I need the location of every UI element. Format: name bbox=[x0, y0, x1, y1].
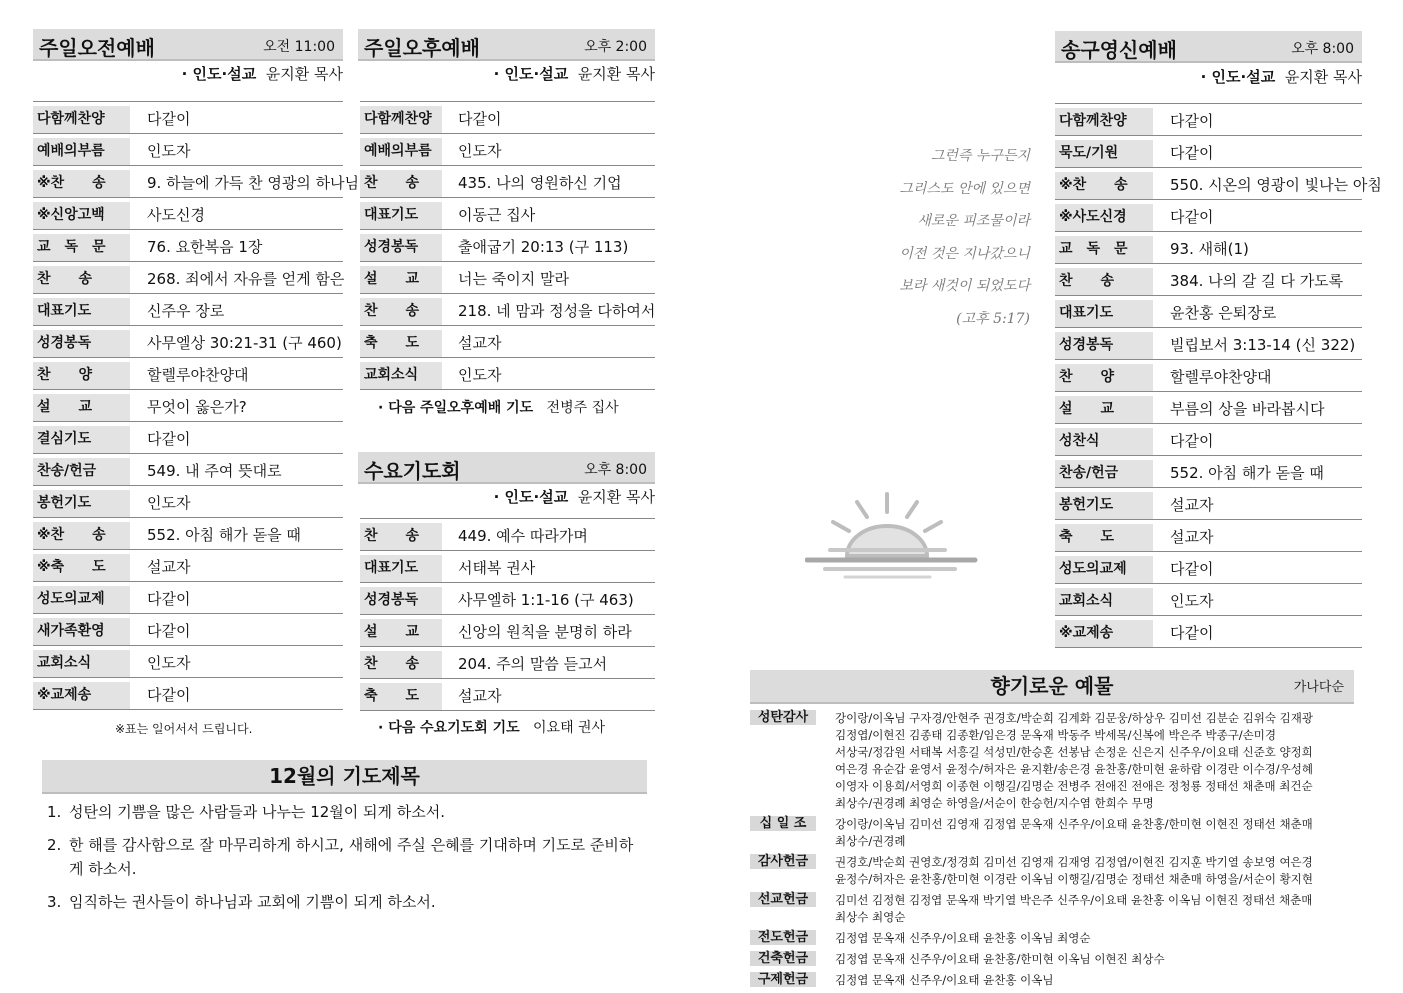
next-prayer-label: · 다음 주일오후예배 기도 bbox=[378, 400, 534, 416]
offering-names-line: 김정엽 문옥재 신주우/이요태 윤찬홍 이옥님 bbox=[835, 973, 1054, 987]
order-value: 268. 죄에서 자유를 얻게 함은 bbox=[147, 270, 345, 288]
order-label: 새가족환영 bbox=[33, 618, 130, 645]
order-row bbox=[33, 422, 343, 454]
order-value: 빌립보서 3:13-14 (신 322) bbox=[1170, 336, 1356, 354]
order-row bbox=[360, 647, 655, 679]
morning-title: 주일오전예배 bbox=[39, 36, 155, 60]
order-label: 찬송/헌금 bbox=[1055, 460, 1153, 487]
order-row bbox=[360, 326, 655, 358]
verse-line: 새로운 피조물이라 bbox=[917, 213, 1030, 229]
offering-names-line: 김미선 김정현 김정엽 문옥재 박기열 박은주 신주우/이요태 윤찬홍 이옥님 이현진 정태선 채춘매 bbox=[835, 893, 1313, 907]
order-row bbox=[360, 166, 655, 198]
offering-names-line: 최상수/권경례 bbox=[835, 834, 906, 848]
order-label: 찬 송 bbox=[360, 523, 442, 550]
order-value: 다같이 bbox=[1170, 208, 1214, 226]
order-label: 설 교 bbox=[360, 619, 442, 646]
order-label: 찬 송 bbox=[33, 266, 130, 293]
next-prayer-label: · 다음 수요기도회 기도 bbox=[378, 720, 520, 736]
order-value: 신주우 장로 bbox=[147, 302, 225, 320]
next-prayer-name: 전병주 집사 bbox=[546, 400, 619, 416]
morning-order bbox=[33, 101, 360, 710]
offering-group bbox=[750, 892, 1360, 926]
order-label: 봉헌기도 bbox=[33, 490, 130, 517]
order-value: 할렐루야찬양대 bbox=[1170, 368, 1272, 386]
order-value: 인도자 bbox=[147, 142, 191, 160]
order-value: 인도자 bbox=[458, 366, 502, 384]
order-label: ※찬 송 bbox=[33, 170, 130, 197]
prayer-item bbox=[47, 800, 642, 824]
order-row bbox=[1055, 456, 1362, 488]
order-value: 다같이 bbox=[1170, 432, 1214, 450]
offering-names-line: 강이랑/이옥님 김미선 김영재 김정엽 문옥재 신주우/이요태 윤찬홍/한미현 이현진 정태선 채춘매 bbox=[835, 817, 1313, 831]
offering-names bbox=[835, 972, 1360, 989]
order-value: 435. 나의 영원하신 기업 bbox=[458, 174, 622, 192]
order-row bbox=[1055, 232, 1362, 264]
verse-line: (고후 5:17) bbox=[956, 310, 1030, 327]
order-label: 대표기도 bbox=[1055, 300, 1153, 327]
order-value: 449. 예수 따라가며 bbox=[458, 527, 588, 545]
order-value: 설교자 bbox=[1170, 496, 1214, 514]
order-label: 대표기도 bbox=[33, 298, 130, 325]
order-row bbox=[1055, 552, 1362, 584]
order-value: 할렐루야찬양대 bbox=[147, 366, 249, 384]
order-label: 다함께찬양 bbox=[1055, 108, 1153, 135]
order-label: 설 교 bbox=[33, 394, 130, 421]
sunrise-icon bbox=[805, 490, 985, 590]
order-row bbox=[1055, 360, 1362, 392]
order-value: 552. 아침 해가 돋을 때 bbox=[1170, 464, 1324, 482]
order-label: 찬 송 bbox=[360, 651, 442, 678]
order-row bbox=[1055, 168, 1382, 200]
order-label: ※교제송 bbox=[33, 682, 130, 709]
prayer-list bbox=[47, 800, 642, 923]
offering-names-line: 김정엽/이현진 김종태 김종환/임은경 문옥재 박동주 박세목/신복에 박은주 박종구/손미경 bbox=[835, 728, 1277, 742]
offering-names-line: 강이랑/이옥님 구자경/안현주 권경호/박순희 김계화 김문웅/하상우 김미선 김분순 김위숙 김재광 bbox=[835, 711, 1313, 725]
order-label: 설 교 bbox=[1055, 396, 1153, 423]
order-value: 서태복 권사 bbox=[458, 559, 536, 577]
prayer-title: 12월의 기도제목 bbox=[42, 760, 647, 794]
order-row bbox=[1055, 328, 1362, 360]
order-row bbox=[360, 551, 655, 583]
order-row bbox=[33, 550, 343, 582]
order-row bbox=[33, 390, 343, 422]
offering-names bbox=[835, 930, 1360, 947]
order-row bbox=[33, 198, 343, 230]
order-row bbox=[360, 134, 655, 166]
order-row bbox=[33, 262, 343, 294]
order-value: 9. 하늘에 가득 찬 영광의 하나님 bbox=[147, 174, 360, 192]
leader-label: · 인도·설교 bbox=[493, 488, 569, 506]
evening-order bbox=[1055, 103, 1382, 648]
order-value: 설교자 bbox=[458, 687, 502, 705]
prayer-item-number: 3. bbox=[47, 893, 62, 911]
order-label: 축 도 bbox=[360, 683, 442, 710]
prayer-item-text: 한 해를 감사함으로 잘 마무리하게 하시고, 새해에 주실 은혜를 기대하며 기도로 준비하게 하소서. bbox=[69, 836, 634, 878]
order-row bbox=[1055, 520, 1362, 552]
order-label: 교 독 문 bbox=[1055, 236, 1153, 263]
order-label: ※교제송 bbox=[1055, 620, 1153, 647]
order-value: 384. 나의 갈 길 다 가도록 bbox=[1170, 272, 1344, 290]
order-value: 76. 요한복음 1장 bbox=[147, 238, 263, 256]
order-row bbox=[360, 583, 655, 615]
offering-names-line: 최상수 최영순 bbox=[835, 910, 906, 924]
order-row bbox=[1055, 104, 1362, 136]
order-value: 인도자 bbox=[458, 142, 502, 160]
order-label: 교회소식 bbox=[33, 650, 130, 677]
offering-label: 건축헌금 bbox=[750, 951, 816, 966]
offering-names bbox=[835, 892, 1360, 926]
order-label: 교회소식 bbox=[360, 362, 442, 389]
order-value: 다같이 bbox=[147, 686, 191, 704]
order-label: 찬 양 bbox=[1055, 364, 1153, 391]
next-prayer-name: 이요태 권사 bbox=[533, 720, 606, 736]
order-value: 인도자 bbox=[147, 494, 191, 512]
leader-name: 윤지환 목사 bbox=[1284, 68, 1362, 86]
offering-names-line: 권경호/박순희 권영호/정경희 김미선 김영재 김재영 김정엽/이현진 김지훈 박기열 송보영 여은경 bbox=[835, 855, 1313, 869]
wednesday-order bbox=[360, 518, 655, 711]
order-row bbox=[33, 102, 343, 134]
verse-line: 그런즉 누구든지 bbox=[930, 148, 1030, 164]
order-label: ※축 도 bbox=[33, 554, 130, 581]
order-value: 설교자 bbox=[458, 334, 502, 352]
evening-title: 송구영신예배 bbox=[1061, 38, 1177, 62]
order-value: 다같이 bbox=[147, 590, 191, 608]
order-value: 인도자 bbox=[1170, 592, 1214, 610]
order-row bbox=[360, 198, 655, 230]
offering-names bbox=[835, 816, 1360, 850]
order-label: 봉헌기도 bbox=[1055, 492, 1153, 519]
afternoon-title: 주일오후예배 bbox=[364, 36, 480, 60]
order-value: 다같이 bbox=[147, 430, 191, 448]
order-value: 사도신경 bbox=[147, 206, 205, 224]
offering-group bbox=[750, 930, 1360, 947]
leader-name: 윤지환 목사 bbox=[577, 65, 655, 83]
wednesday-header bbox=[358, 452, 655, 484]
order-row bbox=[360, 262, 655, 294]
offering-names-line: 이영자 이용희/서영희 이종현 이행길/김명순 전병주 전애진 전애은 정청룡 정태선 채춘매 최건순 bbox=[835, 779, 1313, 793]
offering-label: 전도헌금 bbox=[750, 930, 816, 945]
order-label: ※찬 송 bbox=[33, 522, 130, 549]
order-label: 성경봉독 bbox=[360, 587, 442, 614]
afternoon-header bbox=[358, 29, 655, 61]
order-label: 대표기도 bbox=[360, 202, 442, 229]
order-row bbox=[33, 134, 343, 166]
verse-line: 보라 새것이 되었도다 bbox=[899, 278, 1030, 294]
wednesday-title: 수요기도회 bbox=[364, 459, 461, 483]
order-label: 성경봉독 bbox=[33, 330, 130, 357]
offering-label: 십 일 조 bbox=[750, 816, 816, 831]
order-label: 찬 송 bbox=[360, 170, 442, 197]
afternoon-next-prayer bbox=[378, 397, 619, 417]
order-label: 축 도 bbox=[1055, 524, 1153, 551]
order-value: 다같이 bbox=[147, 110, 191, 128]
order-row bbox=[1055, 264, 1362, 296]
order-value: 사무엘상 30:21-31 (구 460) bbox=[147, 334, 342, 352]
prayer-item bbox=[47, 890, 642, 914]
order-label: 교 독 문 bbox=[33, 234, 130, 261]
order-label: 성경봉독 bbox=[1055, 332, 1153, 359]
prayer-item-text: 성탄의 기쁨을 많은 사람들과 나누는 12월이 되게 하소서. bbox=[69, 803, 446, 821]
wednesday-next-prayer bbox=[378, 717, 605, 737]
order-row bbox=[33, 454, 343, 486]
order-value: 218. 네 맘과 정성을 다하여서 bbox=[458, 302, 656, 320]
order-row bbox=[33, 646, 343, 678]
evening-leader bbox=[1055, 66, 1362, 87]
order-value: 204. 주의 말씀 듣고서 bbox=[458, 655, 608, 673]
offering-names-line: 여은경 유순갑 윤영서 윤정수/허자은 윤지환/송은경 윤찬홍/한미현 윤하람 이경란 이수경/우성혜 bbox=[835, 762, 1313, 776]
order-value: 사무엘하 1:1-16 (구 463) bbox=[458, 591, 634, 609]
order-row bbox=[1055, 392, 1362, 424]
offering-names bbox=[835, 951, 1360, 968]
prayer-item-text: 임직하는 권사들이 하나님과 교회에 기쁨이 되게 하소서. bbox=[69, 893, 436, 911]
offering-label: 구제헌금 bbox=[750, 972, 816, 987]
offering-names-line: 김정엽 문옥재 신주우/이요태 윤찬홍 이옥님 최영순 bbox=[835, 931, 1091, 945]
order-row bbox=[33, 230, 343, 262]
leader-label: · 인도·설교 bbox=[493, 65, 569, 83]
offering-names bbox=[835, 710, 1360, 812]
morning-header bbox=[33, 29, 343, 61]
order-row bbox=[1055, 584, 1362, 616]
order-row bbox=[360, 519, 655, 551]
order-row bbox=[1055, 200, 1362, 232]
order-label: 설 교 bbox=[360, 266, 442, 293]
leader-label: · 인도·설교 bbox=[181, 65, 257, 83]
order-value: 부름의 상을 바라봅시다 bbox=[1170, 400, 1325, 418]
order-row bbox=[1055, 488, 1362, 520]
order-label: 찬 송 bbox=[1055, 268, 1153, 295]
order-label: ※찬 송 bbox=[1055, 172, 1153, 199]
order-row bbox=[360, 294, 655, 326]
offering-names-line: 윤정수/허자은 윤찬홍/한미현 이경란 이옥님 이행길/김명순 정태선 채춘매 하영을/서순이 황지현 bbox=[835, 872, 1313, 886]
evening-time: 오후 8:00 bbox=[1291, 41, 1354, 57]
order-label: 찬송/헌금 bbox=[33, 458, 130, 485]
order-label: 축 도 bbox=[360, 330, 442, 357]
offering-group bbox=[750, 951, 1360, 968]
order-row bbox=[360, 679, 655, 711]
order-value: 다같이 bbox=[1170, 560, 1214, 578]
offering-group bbox=[750, 854, 1360, 888]
order-label: 성찬식 bbox=[1055, 428, 1153, 455]
prayer-item bbox=[47, 833, 642, 881]
order-row bbox=[360, 358, 655, 390]
order-value: 이동근 집사 bbox=[458, 206, 536, 224]
order-value: 설교자 bbox=[1170, 528, 1214, 546]
order-value: 무엇이 옳은가? bbox=[147, 398, 247, 416]
order-value: 윤찬홍 은퇴장로 bbox=[1170, 304, 1277, 322]
leader-label: · 인도·설교 bbox=[1200, 68, 1276, 86]
offerings-header bbox=[750, 670, 1354, 704]
order-label: 성도의교제 bbox=[33, 586, 130, 613]
order-label: ※사도신경 bbox=[1055, 204, 1153, 231]
order-value: 다같이 bbox=[1170, 144, 1214, 162]
order-value: 출애굽기 20:13 (구 113) bbox=[458, 238, 629, 256]
offering-label: 감사헌금 bbox=[750, 854, 816, 869]
leader-name: 윤지환 목사 bbox=[265, 65, 343, 83]
order-row bbox=[360, 230, 655, 262]
afternoon-time: 오후 2:00 bbox=[584, 39, 647, 55]
order-row bbox=[33, 358, 343, 390]
bible-verse bbox=[830, 140, 1030, 335]
wednesday-time: 오후 8:00 bbox=[584, 462, 647, 478]
offerings-order-note: 가나다순 bbox=[1293, 680, 1344, 695]
order-value: 다같이 bbox=[1170, 112, 1214, 130]
order-value: 549. 내 주여 뜻대로 bbox=[147, 462, 282, 480]
order-row bbox=[33, 326, 343, 358]
order-value: 설교자 bbox=[147, 558, 191, 576]
order-value: 다같이 bbox=[1170, 624, 1214, 642]
order-row bbox=[1055, 424, 1362, 456]
offering-label: 성탄감사 bbox=[750, 710, 816, 725]
offering-group bbox=[750, 710, 1360, 812]
leader-name: 윤지환 목사 bbox=[577, 488, 655, 506]
order-label: 성도의교제 bbox=[1055, 556, 1153, 583]
order-label: 예배의부름 bbox=[33, 138, 130, 165]
order-label: 다함께찬양 bbox=[360, 106, 442, 133]
order-row bbox=[1055, 296, 1362, 328]
order-label: 대표기도 bbox=[360, 555, 442, 582]
order-row bbox=[1055, 616, 1362, 648]
order-label: ※신앙고백 bbox=[33, 202, 130, 229]
order-value: 인도자 bbox=[147, 654, 191, 672]
order-label: 다함께찬양 bbox=[33, 106, 130, 133]
offering-label: 선교헌금 bbox=[750, 892, 816, 907]
verse-line: 이전 것은 지나갔으니 bbox=[899, 245, 1030, 262]
order-value: 너는 죽이지 말라 bbox=[458, 270, 569, 288]
order-row bbox=[33, 166, 360, 198]
offering-names bbox=[835, 854, 1360, 888]
offering-group bbox=[750, 972, 1360, 989]
order-value: 다같이 bbox=[147, 622, 191, 640]
offerings-title: 향기로운 예물 bbox=[990, 674, 1114, 698]
afternoon-leader bbox=[358, 63, 655, 84]
order-row bbox=[33, 614, 343, 646]
order-value: 신앙의 원칙을 분명히 하라 bbox=[458, 623, 632, 641]
order-row bbox=[1055, 136, 1362, 168]
wednesday-leader bbox=[358, 486, 655, 507]
order-label: 찬 송 bbox=[360, 298, 442, 325]
offering-list bbox=[750, 710, 1360, 993]
order-row bbox=[33, 486, 343, 518]
order-row bbox=[33, 294, 343, 326]
offering-names-line: 최상수/권경례 최영순 하영을/서순이 한승헌/지수염 한희수 무명 bbox=[835, 796, 1154, 810]
order-label: 성경봉독 bbox=[360, 234, 442, 261]
morning-leader bbox=[33, 63, 343, 84]
order-value: 552. 아침 해가 돋을 때 bbox=[147, 526, 301, 544]
order-label: 예배의부름 bbox=[360, 138, 442, 165]
verse-line: 그리스도 안에 있으면 bbox=[899, 180, 1030, 197]
prayer-item-number: 2. bbox=[47, 836, 62, 854]
order-value: 550. 시온의 영광이 빛나는 아침 bbox=[1170, 176, 1382, 194]
evening-header bbox=[1055, 31, 1362, 63]
order-label: 묵도/기원 bbox=[1055, 140, 1153, 167]
morning-time: 오전 11:00 bbox=[263, 39, 335, 55]
offering-group bbox=[750, 816, 1360, 850]
order-row bbox=[360, 615, 655, 647]
offering-names-line: 서상국/정감원 서태복 서흥길 석성민/한승혼 선봉남 손정운 신은지 신주우/이요태 신준호 양정희 bbox=[835, 745, 1313, 759]
offering-names-line: 김정엽 문옥재 신주우/이요태 윤찬홍/한미현 이옥님 이현진 최상수 bbox=[835, 952, 1165, 966]
afternoon-order bbox=[360, 101, 655, 390]
prayer-item-number: 1. bbox=[47, 803, 62, 821]
order-label: 찬 양 bbox=[33, 362, 130, 389]
order-row bbox=[33, 678, 343, 710]
order-label: 결심기도 bbox=[33, 426, 130, 453]
order-row bbox=[33, 518, 343, 550]
standing-note: ※표는 일어서서 드립니다. bbox=[115, 722, 253, 736]
order-value: 다같이 bbox=[458, 110, 502, 128]
order-value: 93. 새해(1) bbox=[1170, 240, 1249, 258]
order-row bbox=[360, 102, 655, 134]
order-row bbox=[33, 582, 343, 614]
order-label: 교회소식 bbox=[1055, 588, 1153, 615]
